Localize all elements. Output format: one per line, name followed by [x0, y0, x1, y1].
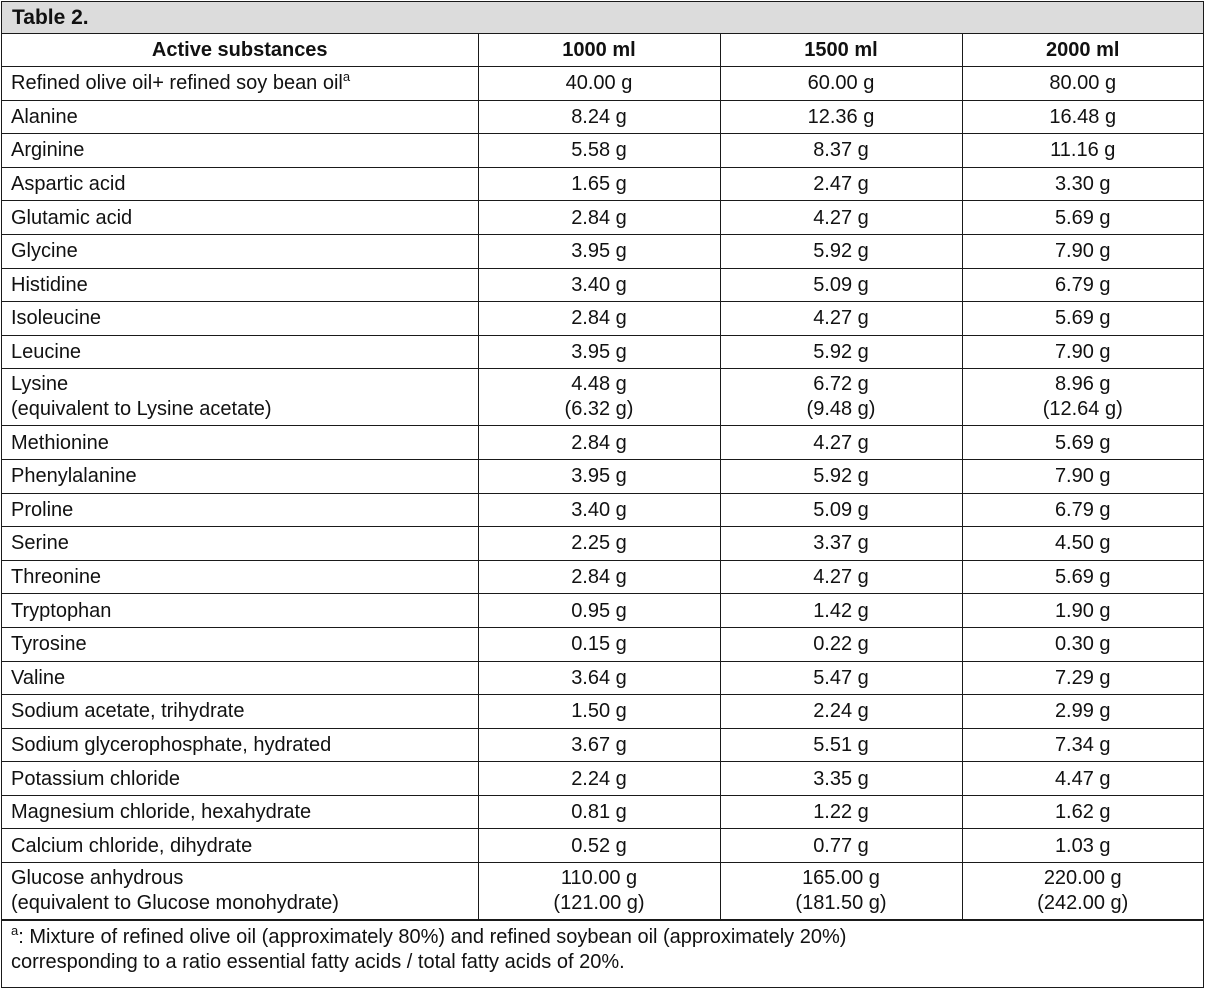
substance-name-cell — [2, 762, 478, 796]
substance-name-line: Glucose anhydrous — [11, 867, 184, 890]
value-line: 7.90 g — [1054, 240, 1111, 263]
value-cell-1500ml — [720, 426, 962, 460]
table-row — [2, 369, 1203, 426]
value-cell-2000ml — [962, 167, 1203, 201]
substance-name-cell — [2, 201, 478, 235]
value-cell-1000ml — [478, 560, 720, 594]
substance-name-line: Phenylalanine — [11, 465, 137, 488]
value-cell-2000ml — [962, 369, 1203, 426]
value-cell-1500ml — [720, 795, 962, 829]
substance-name-line: (equivalent to Glucose monohydrate) — [11, 892, 339, 915]
value-line: 5.92 g — [813, 465, 869, 488]
value-cell-1500ml — [720, 863, 962, 920]
value-cell-1000ml — [478, 234, 720, 268]
value-line: 5.92 g — [813, 341, 869, 364]
substance-name-cell — [2, 829, 478, 863]
substance-name-cell — [2, 100, 478, 134]
value-line: 1.50 g — [571, 700, 627, 723]
substance-name-cell — [2, 527, 478, 561]
table-row — [2, 493, 1203, 527]
value-line: 0.81 g — [571, 801, 627, 824]
value-cell-2000ml — [962, 728, 1203, 762]
substance-name-cell — [2, 67, 478, 101]
substance-name-line: Refined olive oil+ refined soy bean oil — [11, 72, 343, 95]
value-cell-1000ml — [478, 627, 720, 661]
substance-name-line: (equivalent to Lysine acetate) — [11, 398, 272, 421]
footnote-marker: a — [11, 923, 19, 939]
value-cell-1000ml — [478, 459, 720, 493]
value-line: 0.52 g — [571, 834, 627, 857]
value-cell-1000ml — [478, 661, 720, 695]
table-row — [2, 167, 1203, 201]
value-line: 2.84 g — [571, 206, 627, 229]
substance-name-line: Calcium chloride, dihydrate — [11, 834, 253, 857]
substance-name-cell — [2, 134, 478, 168]
value-cell-2000ml — [962, 627, 1203, 661]
table-row — [2, 134, 1203, 168]
value-line: 3.37 g — [813, 532, 869, 555]
value-cell-1500ml — [720, 762, 962, 796]
value-line: 5.69 g — [1054, 431, 1111, 454]
header-2000ml: 2000 ml — [962, 34, 1203, 67]
value-cell-1000ml — [478, 369, 720, 426]
table-body — [2, 67, 1203, 920]
value-cell-1000ml — [478, 795, 720, 829]
value-line: 1.90 g — [1054, 599, 1111, 622]
substance-name-cell — [2, 661, 478, 695]
table-row — [2, 829, 1203, 863]
value-line: 3.95 g — [571, 465, 627, 488]
value-line: (121.00 g) — [553, 892, 645, 915]
footnote-line-2: corresponding to a ratio essential fatty acids / total fatty acids of 20%. — [11, 951, 625, 974]
value-line: 5.92 g — [813, 240, 869, 263]
value-line: 4.27 g — [813, 566, 869, 589]
value-cell-1500ml — [720, 459, 962, 493]
value-line: 5.51 g — [813, 733, 869, 756]
substance-name-cell — [2, 426, 478, 460]
value-cell-1000ml — [478, 268, 720, 302]
substance-name-line: Tryptophan — [11, 599, 112, 622]
substance-name-line: Methionine — [11, 431, 109, 454]
substance-name-line: Leucine — [11, 341, 82, 364]
value-line: 1.22 g — [813, 801, 869, 824]
value-line: 2.84 g — [571, 566, 627, 589]
value-cell-2000ml — [962, 762, 1203, 796]
value-cell-2000ml — [962, 426, 1203, 460]
table-row — [2, 302, 1203, 336]
substance-name-line: Threonine — [11, 566, 102, 589]
value-line: 7.90 g — [1054, 341, 1111, 364]
value-cell-1500ml — [720, 369, 962, 426]
table-row — [2, 459, 1203, 493]
value-cell-2000ml — [962, 268, 1203, 302]
value-cell-2000ml — [962, 201, 1203, 235]
substance-name-cell — [2, 695, 478, 729]
header-1000ml: 1000 ml — [478, 34, 720, 67]
value-line: 80.00 g — [1049, 72, 1117, 95]
value-line: 2.25 g — [571, 532, 627, 555]
value-line: 4.27 g — [813, 206, 869, 229]
substance-name-cell — [2, 493, 478, 527]
value-line: 3.40 g — [571, 498, 627, 521]
value-cell-2000ml — [962, 695, 1203, 729]
value-cell-1500ml — [720, 661, 962, 695]
table-row — [2, 728, 1203, 762]
value-line: 5.58 g — [571, 139, 627, 162]
value-cell-1500ml — [720, 268, 962, 302]
table-row — [2, 762, 1203, 796]
value-line: 7.34 g — [1054, 733, 1111, 756]
substance-name-cell — [2, 369, 478, 426]
table-row — [2, 335, 1203, 369]
value-cell-1000ml — [478, 695, 720, 729]
value-line: 2.24 g — [813, 700, 869, 723]
value-line: 5.69 g — [1054, 307, 1111, 330]
value-cell-2000ml — [962, 527, 1203, 561]
substance-name-line: Isoleucine — [11, 307, 102, 330]
value-line: 2.84 g — [571, 307, 627, 330]
value-line: 220.00 g — [1043, 867, 1122, 890]
value-cell-1000ml — [478, 100, 720, 134]
footnote — [2, 920, 1203, 979]
value-cell-1000ml — [478, 426, 720, 460]
value-cell-1000ml — [478, 335, 720, 369]
value-line: 11.16 g — [1050, 139, 1116, 162]
table-row — [2, 527, 1203, 561]
header-1500ml: 1500 ml — [720, 34, 962, 67]
value-cell-1000ml — [478, 493, 720, 527]
value-cell-2000ml — [962, 134, 1203, 168]
substance-name-cell — [2, 795, 478, 829]
substance-name-cell — [2, 863, 478, 920]
value-cell-1000ml — [478, 527, 720, 561]
value-line: 4.47 g — [1054, 767, 1111, 790]
value-cell-1500ml — [720, 201, 962, 235]
footnote-ref-marker: a — [342, 69, 351, 85]
table-row — [2, 695, 1203, 729]
value-cell-1500ml — [720, 560, 962, 594]
value-line: 0.15 g — [571, 633, 627, 656]
value-line: 0.95 g — [571, 599, 627, 622]
value-line: 0.77 g — [813, 834, 869, 857]
value-line: 5.69 g — [1054, 206, 1111, 229]
substance-name-line: Magnesium chloride, hexahydrate — [11, 801, 312, 824]
table-row — [2, 627, 1203, 661]
value-cell-1500ml — [720, 594, 962, 628]
value-cell-1000ml — [478, 762, 720, 796]
table-row — [2, 268, 1203, 302]
value-cell-2000ml — [962, 863, 1203, 920]
substance-name-cell — [2, 167, 478, 201]
header-row — [2, 34, 1203, 67]
value-cell-1000ml — [478, 594, 720, 628]
value-line: 2.47 g — [813, 173, 869, 196]
value-line: 8.24 g — [571, 105, 627, 128]
substance-name-line: Sodium acetate, trihydrate — [11, 700, 245, 723]
table-row — [2, 100, 1203, 134]
value-cell-1000ml — [478, 863, 720, 920]
value-cell-2000ml — [962, 100, 1203, 134]
composition-table — [2, 34, 1203, 920]
value-cell-1500ml — [720, 829, 962, 863]
value-line: 8.37 g — [813, 139, 869, 162]
value-line: 4.50 g — [1054, 532, 1111, 555]
substance-name-cell — [2, 728, 478, 762]
value-line: (6.32 g) — [564, 398, 634, 421]
value-cell-2000ml — [962, 459, 1203, 493]
value-line: 7.90 g — [1054, 465, 1111, 488]
substance-name-line: Serine — [11, 532, 69, 555]
value-cell-1000ml — [478, 728, 720, 762]
substance-name-line: Aspartic acid — [11, 173, 126, 196]
value-line: (181.50 g) — [795, 892, 887, 915]
value-line: 40.00 g — [565, 72, 633, 95]
value-line: 3.95 g — [571, 341, 627, 364]
value-line: 4.48 g — [571, 373, 627, 396]
header-active-substances: Active substances — [2, 34, 478, 67]
value-line: 0.22 g — [813, 633, 869, 656]
table-row — [2, 560, 1203, 594]
value-line: 16.48 g — [1049, 105, 1117, 128]
substance-name-cell — [2, 302, 478, 336]
value-line: 5.47 g — [813, 666, 869, 689]
substance-name-line: Glutamic acid — [11, 206, 133, 229]
value-cell-1000ml — [478, 67, 720, 101]
table-row — [2, 201, 1203, 235]
value-line: 60.00 g — [807, 72, 875, 95]
value-cell-2000ml — [962, 560, 1203, 594]
substance-name-line: Histidine — [11, 273, 88, 296]
substance-name-line: Potassium chloride — [11, 767, 180, 790]
footnote-line-1 — [11, 925, 1194, 950]
value-cell-2000ml — [962, 335, 1203, 369]
value-line: 4.27 g — [813, 431, 869, 454]
value-cell-1000ml — [478, 134, 720, 168]
value-line: 3.67 g — [571, 733, 627, 756]
value-line: 6.72 g — [813, 373, 869, 396]
table-row — [2, 67, 1203, 101]
substance-name-line: Valine — [11, 666, 66, 689]
substance-name-cell — [2, 335, 478, 369]
value-line: 1.65 g — [571, 173, 627, 196]
value-line: 165.00 g — [802, 867, 880, 890]
value-cell-1500ml — [720, 100, 962, 134]
table-container — [1, 1, 1204, 988]
value-line: 110.00 g — [560, 867, 638, 890]
value-line: 5.09 g — [813, 273, 869, 296]
table-row — [2, 863, 1203, 920]
value-cell-2000ml — [962, 829, 1203, 863]
substance-name-cell — [2, 560, 478, 594]
substance-name-cell — [2, 594, 478, 628]
substance-name-cell — [2, 234, 478, 268]
substance-name-cell — [2, 459, 478, 493]
value-cell-1500ml — [720, 302, 962, 336]
value-cell-1500ml — [720, 527, 962, 561]
value-line: 2.84 g — [571, 431, 627, 454]
value-cell-1500ml — [720, 167, 962, 201]
value-line: 3.40 g — [571, 273, 627, 296]
value-cell-2000ml — [962, 594, 1203, 628]
value-line: 3.95 g — [571, 240, 627, 263]
value-cell-1500ml — [720, 234, 962, 268]
value-line: 0.30 g — [1054, 633, 1111, 656]
value-line: 3.30 g — [1054, 173, 1111, 196]
value-cell-2000ml — [962, 795, 1203, 829]
substance-name-cell — [2, 268, 478, 302]
table-row — [2, 594, 1203, 628]
value-line: 4.27 g — [813, 307, 869, 330]
value-cell-1000ml — [478, 201, 720, 235]
value-cell-2000ml — [962, 661, 1203, 695]
value-line: 3.35 g — [813, 767, 869, 790]
value-line: (9.48 g) — [806, 398, 876, 421]
substance-name-line: Sodium glycerophosphate, hydrated — [11, 733, 332, 756]
table-caption: Table 2. — [2, 2, 1203, 34]
value-cell-1000ml — [478, 829, 720, 863]
substance-name-line: Glycine — [11, 240, 78, 263]
table-row — [2, 661, 1203, 695]
table-row — [2, 426, 1203, 460]
value-line: (12.64 g) — [1042, 398, 1123, 421]
value-cell-1500ml — [720, 695, 962, 729]
footnote-text-1: : Mixture of refined olive oil (approximately 80%) and refined soybean oil (approximately 20%) — [18, 926, 847, 949]
value-line: 12.36 g — [807, 105, 875, 128]
value-line: 1.62 g — [1054, 801, 1111, 824]
value-line: (242.00 g) — [1037, 892, 1129, 915]
value-cell-1000ml — [478, 167, 720, 201]
substance-name-line: Proline — [11, 498, 74, 521]
value-cell-1500ml — [720, 493, 962, 527]
table-row — [2, 234, 1203, 268]
value-cell-1500ml — [720, 67, 962, 101]
value-cell-2000ml — [962, 67, 1203, 101]
value-cell-2000ml — [962, 493, 1203, 527]
value-cell-1500ml — [720, 728, 962, 762]
value-line: 1.42 g — [813, 599, 869, 622]
table-row — [2, 795, 1203, 829]
value-line: 7.29 g — [1054, 666, 1111, 689]
value-line: 2.24 g — [571, 767, 627, 790]
value-cell-1000ml — [478, 302, 720, 336]
value-cell-2000ml — [962, 234, 1203, 268]
value-line: 5.69 g — [1054, 566, 1111, 589]
value-cell-1500ml — [720, 335, 962, 369]
value-line: 6.79 g — [1054, 498, 1111, 521]
value-cell-2000ml — [962, 302, 1203, 336]
substance-name-line: Lysine — [11, 373, 69, 396]
value-line: 5.09 g — [813, 498, 869, 521]
substance-name-line: Tyrosine — [11, 633, 87, 656]
value-cell-1500ml — [720, 134, 962, 168]
value-line: 3.64 g — [571, 666, 627, 689]
value-line: 8.96 g — [1054, 373, 1111, 396]
value-line: 6.79 g — [1054, 273, 1111, 296]
value-line: 1.03 g — [1054, 834, 1111, 857]
substance-name-line: Alanine — [11, 105, 78, 128]
substance-name-line: Arginine — [11, 139, 85, 162]
value-line: 2.99 g — [1054, 700, 1111, 723]
value-cell-1500ml — [720, 627, 962, 661]
substance-name-cell — [2, 627, 478, 661]
